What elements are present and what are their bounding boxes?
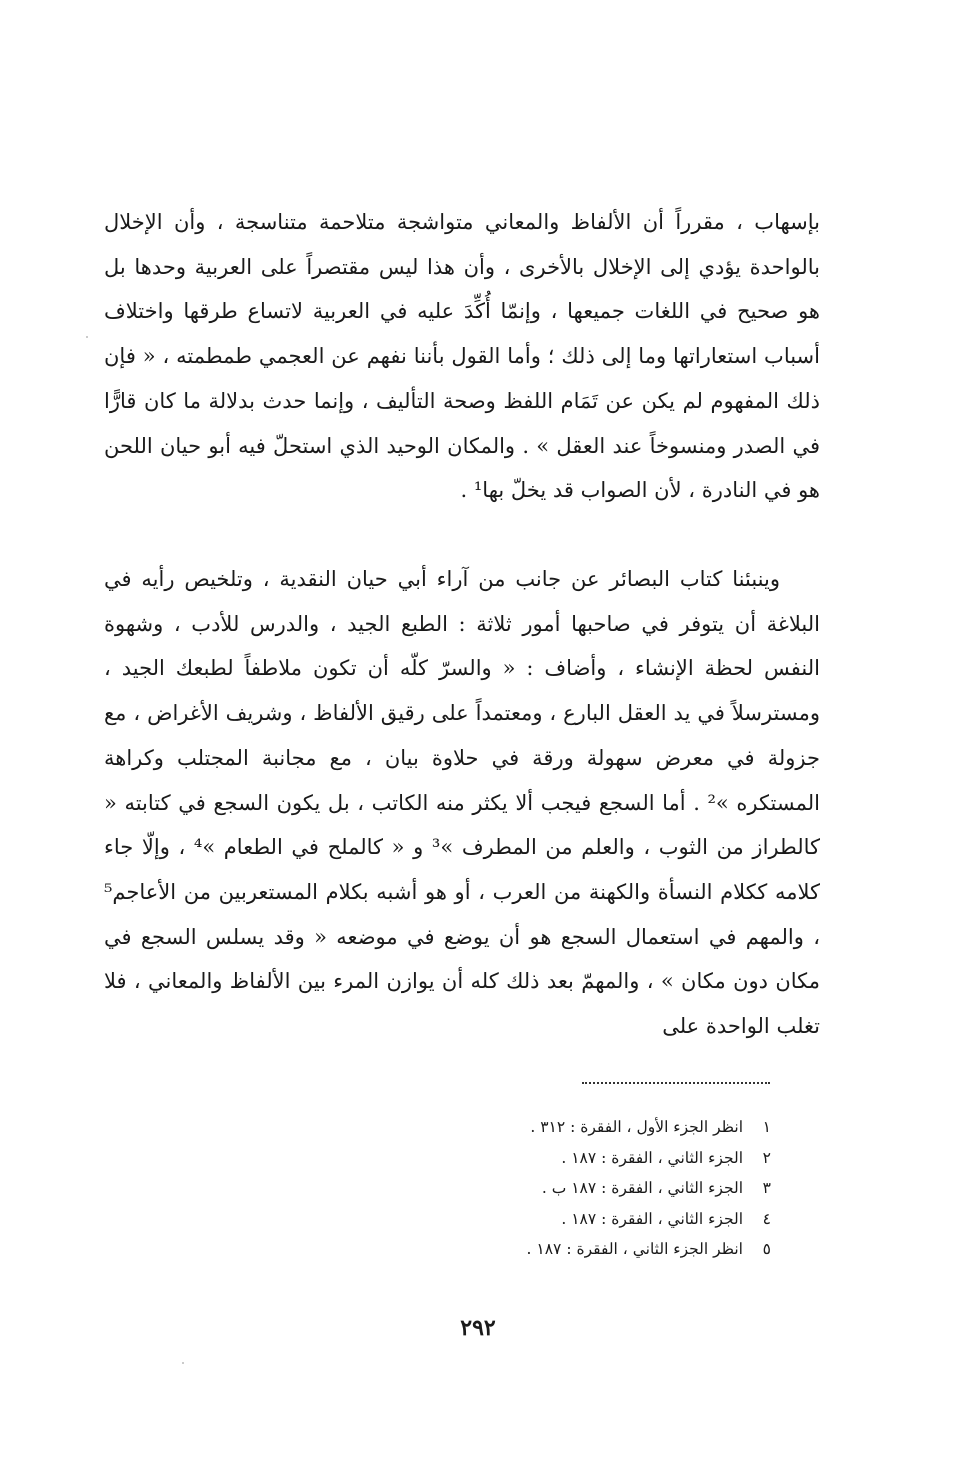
footnote-item	[300, 1112, 771, 1143]
scan-speck	[182, 1362, 184, 1364]
page-number: ٢٩٢	[460, 1315, 496, 1341]
footnote-text: انظر الجزء الأول ، الفقرة : ٣١٢ .	[530, 1118, 743, 1136]
footnote-number: ١	[762, 1118, 771, 1136]
body-paragraph-2: وينبئنا كتاب البصائر عن جانب من آراء أبي حيان النقدية ، وتلخيص رأيه في البلاغة أن يتوفر في صاحبها أمور ثلاثة : الطبع الجيد ، والدرس للأدب ، وشهوة النفس لحظة الإنشاء ، وأضاف : « والسرّ كلّه أن تكون ملاطفاً لطبعك الجيد ، ومسترسلاً في يد العقل البارع ، ومعتمداً على رقيق الألفاظ ، وشريف الأغراض ، مع جزولة في معرض سهولة ورقة في حلاوة بيان ، مع مجانبة المجتلب وكراهة المستكره »² . أما السجع فيجب ألا يكثر منه الكاتب ، بل يكون السجع في كتابته « كالطراز من الثوب ، والعلم من المطرف »³ و « كالملح في الطعام »⁴ ، وإلّا جاء كلامه ككلام النسأة والكهنة من العرب ، أو هو أشبه بكلام المستعربين من الأعاجم⁵ ، والمهم في استعمال السجع هو أن يوضع في موضعه « وقد يسلس السجع في مكان دون مكان » ، والمهمّ بعد ذلك كله أن يوازن المرء بين الألفاظ والمعاني ، فلا تغلب الواحدة على	[104, 567, 821, 1039]
footnote-item	[300, 1173, 771, 1204]
footnote-item	[300, 1204, 771, 1235]
footnote-number: ٥	[762, 1240, 771, 1258]
footnote-number: ٢	[762, 1148, 771, 1167]
footnote-item	[300, 1143, 771, 1174]
footnote-separator	[582, 1082, 770, 1084]
footnote-item	[300, 1234, 771, 1265]
footnote-text: الجزء الثاني ، الفقرة : ١٨٧ .	[561, 1209, 743, 1228]
footnote-text: انظر الجزء الثاني ، الفقرة : ١٨٧ .	[526, 1240, 743, 1258]
footnote-text: الجزء الثاني ، الفقرة : ١٨٧ ب .	[541, 1179, 743, 1197]
footnote-number: ٤	[762, 1209, 771, 1228]
body-paragraph-1: بإسهاب ، مقرراً أن الألفاظ والمعاني متواشجة متلاحمة متناسجة ، وأن الإخلال بالواحدة يؤدي إلى الإخلال بالأخرى ، وأن هذا ليس مقتصراً على العربية وحدها بل هو صحيح في اللغات جميعها ، وإنمّا أُكِّدَ عليه في العربية لاتساع طرقها واختلاف أسباب استعاراتها وما إلى ذلك ؛ وأما القول بأننا نفهم عن العجمي طمطمته ، « فإن ذلك المفهوم لم يكن عن تَمَام اللفظ وصحة التأليف ، وإنما حدث بدلالة ما كان قارًّا في الصدر ومنسوخاً عند العقل » . والمكان الوحيد الذي استحلّ فيه أبو حيان اللحن هو في النادرة ، لأن الصواب قد يخلّ بها¹ .	[104, 210, 820, 503]
footnote-number: ٣	[762, 1179, 771, 1197]
footnotes-list	[300, 1112, 771, 1265]
scan-speck	[86, 336, 88, 338]
footnote-text: الجزء الثاني ، الفقرة : ١٨٧ .	[561, 1148, 743, 1167]
